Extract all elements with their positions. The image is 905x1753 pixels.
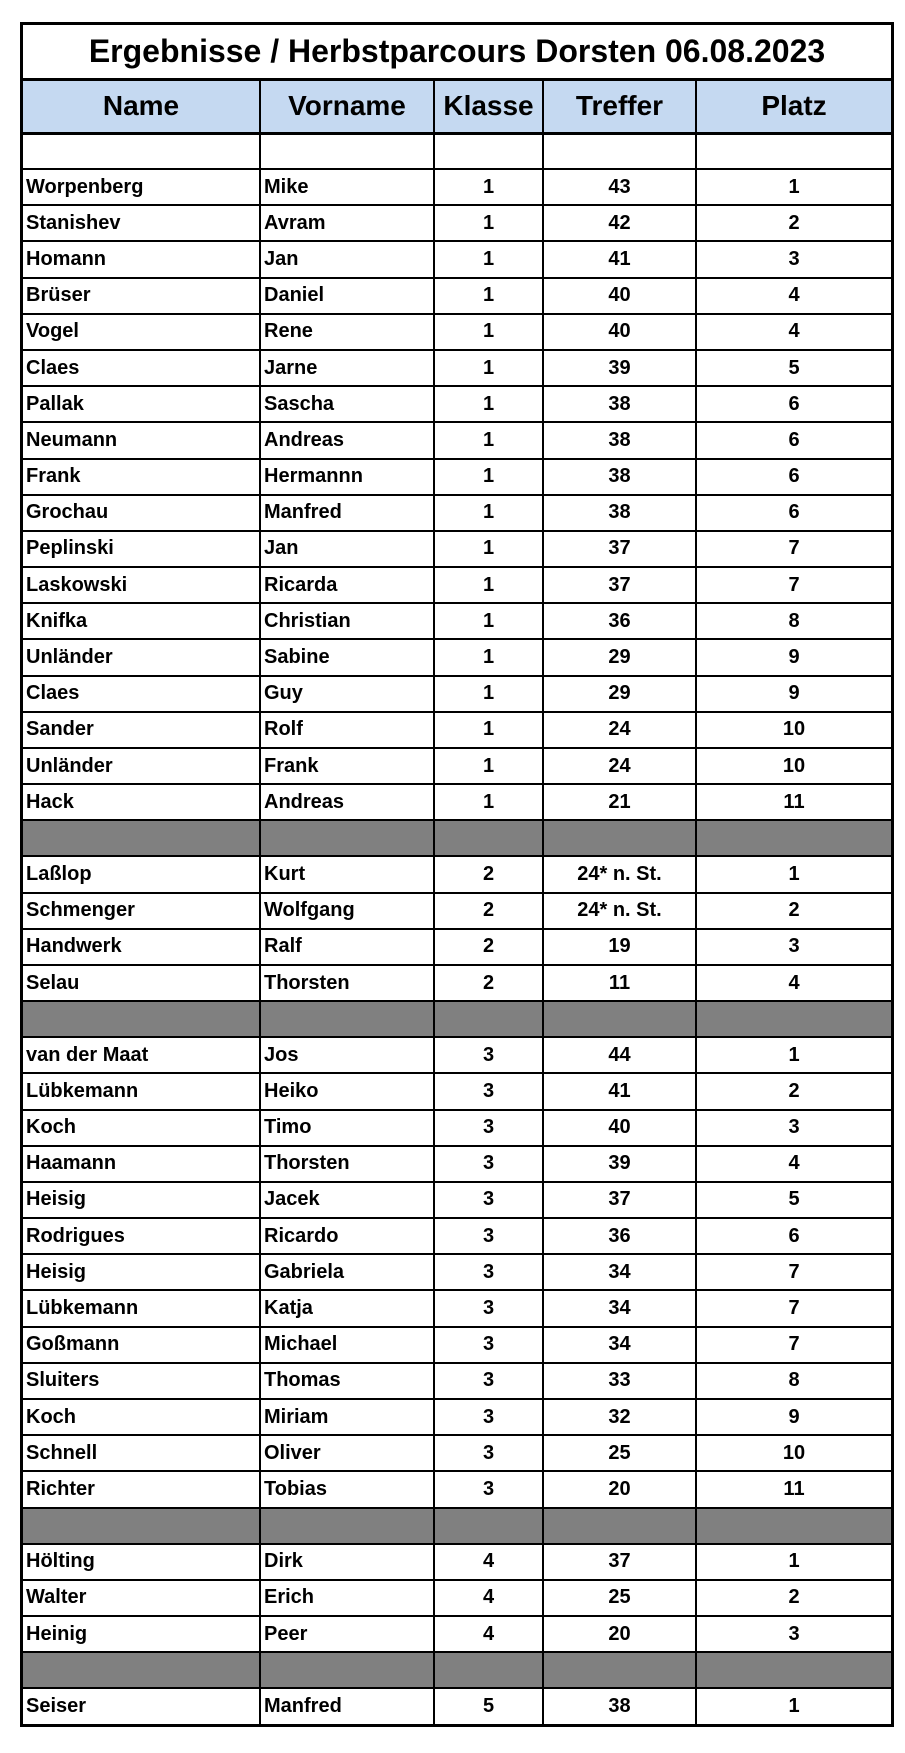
table-row — [23, 748, 891, 784]
group-separator-row-cell — [434, 1001, 543, 1037]
vorname-cell: Dirk — [260, 1544, 434, 1580]
platz-cell: 8 — [696, 1363, 891, 1399]
group-separator-row-cell — [23, 1652, 260, 1688]
name-cell: Schmenger — [23, 893, 260, 929]
platz-cell: 1 — [696, 1544, 891, 1580]
vorname-cell: Mike — [260, 169, 434, 205]
treffer-cell: 25 — [543, 1435, 696, 1471]
platz-cell: 9 — [696, 639, 891, 675]
name-cell: Koch — [23, 1110, 260, 1146]
table-row — [23, 1399, 891, 1435]
klasse-cell: 1 — [434, 241, 543, 277]
vorname-cell: Avram — [260, 205, 434, 241]
vorname-cell: Ricardo — [260, 1218, 434, 1254]
treffer-cell: 38 — [543, 422, 696, 458]
group-separator-row-cell — [696, 1508, 891, 1544]
treffer-cell: 36 — [543, 1218, 696, 1254]
treffer-cell: 41 — [543, 241, 696, 277]
treffer-cell: 24 — [543, 712, 696, 748]
table-row — [23, 567, 891, 603]
vorname-cell: Rolf — [260, 712, 434, 748]
treffer-cell: 32 — [543, 1399, 696, 1435]
name-cell: Rodrigues — [23, 1218, 260, 1254]
name-cell: Sander — [23, 712, 260, 748]
vorname-cell: Gabriela — [260, 1254, 434, 1290]
group-separator-row-cell — [543, 1001, 696, 1037]
table-row — [23, 1254, 891, 1290]
treffer-cell: 38 — [543, 495, 696, 531]
header-vorname: Vorname — [260, 81, 434, 133]
group-separator-row-cell — [260, 820, 434, 856]
name-cell: Stanishev — [23, 205, 260, 241]
table-row — [23, 1435, 891, 1471]
vorname-cell: Katja — [260, 1290, 434, 1326]
header-row — [23, 81, 891, 133]
treffer-cell: 11 — [543, 965, 696, 1001]
treffer-cell: 41 — [543, 1073, 696, 1109]
group-separator-row-cell — [543, 820, 696, 856]
klasse-cell: 1 — [434, 495, 543, 531]
treffer-cell: 38 — [543, 459, 696, 495]
group-separator-row-cell — [696, 1001, 891, 1037]
name-cell: Selau — [23, 965, 260, 1001]
platz-cell: 6 — [696, 422, 891, 458]
group-separator-row-cell — [260, 1508, 434, 1544]
group-separator-row-cell — [434, 1652, 543, 1688]
treffer-cell: 37 — [543, 1182, 696, 1218]
table-row — [23, 314, 891, 350]
vorname-cell: Andreas — [260, 784, 434, 820]
klasse-cell: 1 — [434, 169, 543, 205]
treffer-cell: 34 — [543, 1254, 696, 1290]
platz-cell: 9 — [696, 1399, 891, 1435]
klasse-cell: 4 — [434, 1580, 543, 1616]
treffer-cell: 21 — [543, 784, 696, 820]
platz-cell: 7 — [696, 1327, 891, 1363]
klasse-cell: 1 — [434, 531, 543, 567]
platz-cell: 3 — [696, 929, 891, 965]
platz-cell: 5 — [696, 350, 891, 386]
name-cell: Worpenberg — [23, 169, 260, 205]
klasse-cell: 4 — [434, 1616, 543, 1652]
klasse-cell: 2 — [434, 856, 543, 892]
table-row — [23, 205, 891, 241]
klasse-cell: 3 — [434, 1327, 543, 1363]
name-cell: Walter — [23, 1580, 260, 1616]
group-separator-row — [23, 1652, 891, 1688]
treffer-cell: 19 — [543, 929, 696, 965]
spacer-row-cell — [23, 133, 260, 169]
results-sheet — [20, 22, 894, 1727]
table-row — [23, 1290, 891, 1326]
vorname-cell: Ralf — [260, 929, 434, 965]
platz-cell: 7 — [696, 1254, 891, 1290]
treffer-cell: 33 — [543, 1363, 696, 1399]
treffer-cell: 24* n. St. — [543, 856, 696, 892]
group-separator-row-cell — [434, 820, 543, 856]
treffer-cell: 20 — [543, 1616, 696, 1652]
table-row — [23, 1580, 891, 1616]
klasse-cell: 1 — [434, 422, 543, 458]
name-cell: Haamann — [23, 1146, 260, 1182]
table-row — [23, 965, 891, 1001]
spacer-row-cell — [260, 133, 434, 169]
vorname-cell: Sascha — [260, 386, 434, 422]
treffer-cell: 25 — [543, 1580, 696, 1616]
name-cell: Lübkemann — [23, 1290, 260, 1326]
klasse-cell: 1 — [434, 459, 543, 495]
platz-cell: 2 — [696, 1580, 891, 1616]
vorname-cell: Wolfgang — [260, 893, 434, 929]
name-cell: Heinig — [23, 1616, 260, 1652]
treffer-cell: 20 — [543, 1471, 696, 1507]
name-cell: Heisig — [23, 1182, 260, 1218]
table-row — [23, 1471, 891, 1507]
vorname-cell: Jarne — [260, 350, 434, 386]
group-separator-row-cell — [696, 820, 891, 856]
group-separator-row-cell — [543, 1652, 696, 1688]
spacer-row-cell — [543, 133, 696, 169]
spacer-row — [23, 133, 891, 169]
name-cell: Knifka — [23, 603, 260, 639]
klasse-cell: 1 — [434, 278, 543, 314]
name-cell: Goßmann — [23, 1327, 260, 1363]
table-row — [23, 1182, 891, 1218]
name-cell: Richter — [23, 1471, 260, 1507]
treffer-cell: 29 — [543, 676, 696, 712]
klasse-cell: 1 — [434, 205, 543, 241]
treffer-cell: 34 — [543, 1290, 696, 1326]
group-separator-row — [23, 1001, 891, 1037]
klasse-cell: 2 — [434, 965, 543, 1001]
treffer-cell: 24* n. St. — [543, 893, 696, 929]
platz-cell: 6 — [696, 495, 891, 531]
table-row — [23, 929, 891, 965]
name-cell: Neumann — [23, 422, 260, 458]
table-row — [23, 603, 891, 639]
table-row — [23, 639, 891, 675]
table-row — [23, 386, 891, 422]
name-cell: Frank — [23, 459, 260, 495]
platz-cell: 4 — [696, 1146, 891, 1182]
name-cell: Seiser — [23, 1688, 260, 1724]
platz-cell: 1 — [696, 1688, 891, 1724]
treffer-cell: 40 — [543, 314, 696, 350]
results-table — [23, 81, 891, 1724]
treffer-cell: 40 — [543, 1110, 696, 1146]
name-cell: Heisig — [23, 1254, 260, 1290]
treffer-cell: 40 — [543, 278, 696, 314]
platz-cell: 1 — [696, 1037, 891, 1073]
klasse-cell: 3 — [434, 1146, 543, 1182]
klasse-cell: 1 — [434, 314, 543, 350]
klasse-cell: 1 — [434, 784, 543, 820]
klasse-cell: 3 — [434, 1435, 543, 1471]
klasse-cell: 2 — [434, 893, 543, 929]
group-separator-row — [23, 820, 891, 856]
table-row — [23, 1073, 891, 1109]
platz-cell: 6 — [696, 459, 891, 495]
header-name: Name — [23, 81, 260, 133]
vorname-cell: Heiko — [260, 1073, 434, 1109]
klasse-cell: 1 — [434, 748, 543, 784]
name-cell: Grochau — [23, 495, 260, 531]
klasse-cell: 2 — [434, 929, 543, 965]
vorname-cell: Thomas — [260, 1363, 434, 1399]
treffer-cell: 39 — [543, 350, 696, 386]
name-cell: Pallak — [23, 386, 260, 422]
treffer-cell: 38 — [543, 386, 696, 422]
klasse-cell: 1 — [434, 676, 543, 712]
table-row — [23, 784, 891, 820]
table-row — [23, 1146, 891, 1182]
treffer-cell: 24 — [543, 748, 696, 784]
name-cell: Handwerk — [23, 929, 260, 965]
name-cell: Peplinski — [23, 531, 260, 567]
klasse-cell: 3 — [434, 1218, 543, 1254]
platz-cell: 3 — [696, 1110, 891, 1146]
platz-cell: 8 — [696, 603, 891, 639]
treffer-cell: 38 — [543, 1688, 696, 1724]
vorname-cell: Michael — [260, 1327, 434, 1363]
table-row — [23, 1363, 891, 1399]
klasse-cell: 4 — [434, 1544, 543, 1580]
platz-cell: 2 — [696, 205, 891, 241]
name-cell: Unländer — [23, 748, 260, 784]
header-treffer: Treffer — [543, 81, 696, 133]
vorname-cell: Miriam — [260, 1399, 434, 1435]
klasse-cell: 3 — [434, 1110, 543, 1146]
group-separator-row-cell — [23, 1001, 260, 1037]
treffer-cell: 34 — [543, 1327, 696, 1363]
table-row — [23, 278, 891, 314]
vorname-cell: Jan — [260, 241, 434, 277]
platz-cell: 4 — [696, 965, 891, 1001]
page-title: Ergebnisse / Herbstparcours Dorsten 06.08.2023 — [23, 25, 891, 81]
name-cell: Claes — [23, 350, 260, 386]
klasse-cell: 3 — [434, 1037, 543, 1073]
platz-cell: 3 — [696, 241, 891, 277]
platz-cell: 5 — [696, 1182, 891, 1218]
table-row — [23, 712, 891, 748]
name-cell: Claes — [23, 676, 260, 712]
table-row — [23, 676, 891, 712]
group-separator-row-cell — [434, 1508, 543, 1544]
platz-cell: 11 — [696, 1471, 891, 1507]
platz-cell: 7 — [696, 531, 891, 567]
name-cell: Unländer — [23, 639, 260, 675]
group-separator-row-cell — [260, 1001, 434, 1037]
group-separator-row-cell — [260, 1652, 434, 1688]
vorname-cell: Timo — [260, 1110, 434, 1146]
klasse-cell: 1 — [434, 386, 543, 422]
vorname-cell: Frank — [260, 748, 434, 784]
spacer-row-cell — [696, 133, 891, 169]
group-separator-row — [23, 1508, 891, 1544]
header-klasse: Klasse — [434, 81, 543, 133]
name-cell: Laskowski — [23, 567, 260, 603]
table-row — [23, 531, 891, 567]
table-row — [23, 241, 891, 277]
table-row — [23, 169, 891, 205]
treffer-cell: 44 — [543, 1037, 696, 1073]
klasse-cell: 3 — [434, 1073, 543, 1109]
vorname-cell: Kurt — [260, 856, 434, 892]
table-row — [23, 1688, 891, 1724]
platz-cell: 1 — [696, 169, 891, 205]
name-cell: Sluiters — [23, 1363, 260, 1399]
treffer-cell: 42 — [543, 205, 696, 241]
vorname-cell: Sabine — [260, 639, 434, 675]
name-cell: Laßlop — [23, 856, 260, 892]
klasse-cell: 3 — [434, 1290, 543, 1326]
vorname-cell: Jan — [260, 531, 434, 567]
vorname-cell: Rene — [260, 314, 434, 350]
platz-cell: 2 — [696, 893, 891, 929]
vorname-cell: Jacek — [260, 1182, 434, 1218]
vorname-cell: Daniel — [260, 278, 434, 314]
treffer-cell: 37 — [543, 567, 696, 603]
group-separator-row-cell — [23, 1508, 260, 1544]
name-cell: Homann — [23, 241, 260, 277]
platz-cell: 6 — [696, 1218, 891, 1254]
table-row — [23, 350, 891, 386]
vorname-cell: Thorsten — [260, 965, 434, 1001]
platz-cell: 4 — [696, 314, 891, 350]
treffer-cell: 43 — [543, 169, 696, 205]
name-cell: Koch — [23, 1399, 260, 1435]
klasse-cell: 1 — [434, 567, 543, 603]
platz-cell: 11 — [696, 784, 891, 820]
spacer-row-cell — [434, 133, 543, 169]
platz-cell: 6 — [696, 386, 891, 422]
name-cell: Hölting — [23, 1544, 260, 1580]
treffer-cell: 36 — [543, 603, 696, 639]
klasse-cell: 3 — [434, 1254, 543, 1290]
table-row — [23, 1037, 891, 1073]
treffer-cell: 37 — [543, 531, 696, 567]
klasse-cell: 1 — [434, 350, 543, 386]
klasse-cell: 1 — [434, 712, 543, 748]
group-separator-row-cell — [23, 820, 260, 856]
treffer-cell: 37 — [543, 1544, 696, 1580]
group-separator-row-cell — [696, 1652, 891, 1688]
platz-cell: 10 — [696, 1435, 891, 1471]
platz-cell: 1 — [696, 856, 891, 892]
klasse-cell: 3 — [434, 1399, 543, 1435]
table-row — [23, 495, 891, 531]
table-row — [23, 459, 891, 495]
table-row — [23, 1218, 891, 1254]
table-body — [23, 133, 891, 1724]
vorname-cell: Erich — [260, 1580, 434, 1616]
klasse-cell: 1 — [434, 603, 543, 639]
treffer-cell: 39 — [543, 1146, 696, 1182]
header-platz: Platz — [696, 81, 891, 133]
table-row — [23, 893, 891, 929]
platz-cell: 9 — [696, 676, 891, 712]
name-cell: Schnell — [23, 1435, 260, 1471]
table-row — [23, 856, 891, 892]
vorname-cell: Tobias — [260, 1471, 434, 1507]
vorname-cell: Jos — [260, 1037, 434, 1073]
vorname-cell: Ricarda — [260, 567, 434, 603]
name-cell: Brüser — [23, 278, 260, 314]
vorname-cell: Manfred — [260, 495, 434, 531]
table-row — [23, 1544, 891, 1580]
table-row — [23, 1327, 891, 1363]
platz-cell: 10 — [696, 712, 891, 748]
table-header — [23, 81, 891, 133]
platz-cell: 7 — [696, 567, 891, 603]
table-row — [23, 1616, 891, 1652]
name-cell: Vogel — [23, 314, 260, 350]
klasse-cell: 3 — [434, 1363, 543, 1399]
vorname-cell: Oliver — [260, 1435, 434, 1471]
platz-cell: 4 — [696, 278, 891, 314]
table-row — [23, 422, 891, 458]
name-cell: Lübkemann — [23, 1073, 260, 1109]
group-separator-row-cell — [543, 1508, 696, 1544]
platz-cell: 10 — [696, 748, 891, 784]
klasse-cell: 3 — [434, 1182, 543, 1218]
vorname-cell: Guy — [260, 676, 434, 712]
name-cell: Hack — [23, 784, 260, 820]
vorname-cell: Hermannn — [260, 459, 434, 495]
table-row — [23, 1110, 891, 1146]
klasse-cell: 5 — [434, 1688, 543, 1724]
vorname-cell: Manfred — [260, 1688, 434, 1724]
vorname-cell: Christian — [260, 603, 434, 639]
platz-cell: 7 — [696, 1290, 891, 1326]
vorname-cell: Thorsten — [260, 1146, 434, 1182]
klasse-cell: 1 — [434, 639, 543, 675]
klasse-cell: 3 — [434, 1471, 543, 1507]
platz-cell: 2 — [696, 1073, 891, 1109]
platz-cell: 3 — [696, 1616, 891, 1652]
vorname-cell: Peer — [260, 1616, 434, 1652]
treffer-cell: 29 — [543, 639, 696, 675]
name-cell: van der Maat — [23, 1037, 260, 1073]
vorname-cell: Andreas — [260, 422, 434, 458]
